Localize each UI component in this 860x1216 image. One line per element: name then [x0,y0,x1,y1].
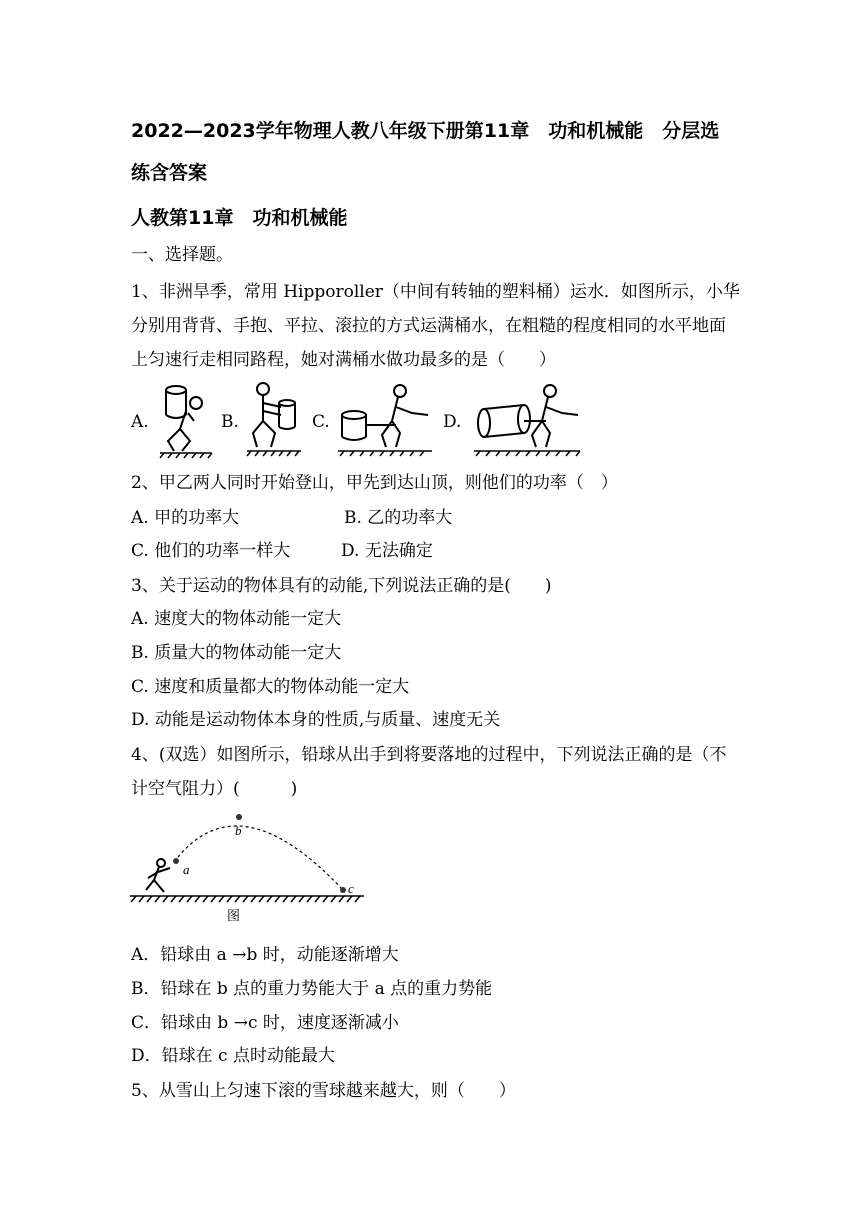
q1-stem-line2: 分别用背背、手抱、平拉、滚拉的方式运满桶水，在粗糙的程度相同的水平地面 [131,316,726,336]
q4-shot-put-trajectory-figure [128,808,368,926]
q4-option-d: D．铅球在 c 点时动能最大 [131,1046,335,1066]
q2-option-b: B. 乙的功率大 [344,508,453,528]
section-heading: 一、选择题。 [131,245,233,265]
q1-option-b-label: B. [221,412,239,432]
q1-figure-a-back-carry [150,381,216,459]
q4-point-c-label: c [348,881,354,896]
document-title-line1: 2022—2023学年物理人教八年级下册第11章 功和机械能 分层选 [131,120,720,142]
q3-option-a: A. 速度大的物体动能一定大 [131,609,342,629]
q4-option-b: B．铅球在 b 点的重力势能大于 a 点的重力势能 [131,979,493,999]
q4-point-b-label: b [235,823,242,838]
q4-stem-line2: 计空气阻力）( ) [131,779,298,799]
q5-stem: 5、从雪山上匀速下滚的雪球越来越大，则（ ） [131,1081,516,1101]
q1-stem-line3: 上匀速行走相同路程，她对满桶水做功最多的是（ ） [131,350,556,370]
q1-figure-d-roll-pull [470,381,582,459]
q4-option-c: C．铅球由 b →c 时，速度逐渐减小 [131,1013,399,1033]
q1-option-c-label: C. [312,412,330,432]
q4-stem-line1: 4、(双选）如图所示，铅球从出手到将要落地的过程中，下列说法正确的是（不 [131,745,727,765]
q2-option-c: C. 他们的功率一样大 [131,541,291,561]
q3-option-b: B. 质量大的物体动能一定大 [131,643,342,663]
q3-stem: 3、关于运动的物体具有的动能,下列说法正确的是( ) [131,576,552,596]
q4-option-a: A．铅球由 a →b 时，动能逐渐增大 [131,945,399,965]
q4-point-a-label: a [183,862,190,877]
chapter-subtitle: 人教第11章 功和机械能 [131,207,348,229]
q1-option-d-label: D. [443,412,462,432]
document-title-line2: 练含答案 [131,162,208,184]
q1-option-a-label: A. [131,412,149,432]
q4-figure-caption: 图 [227,909,241,924]
q1-figure-b-arm-carry [243,381,303,459]
q1-figure-c-flat-pull [334,381,434,459]
q2-stem: 2、甲乙两人同时开始登山，甲先到达山顶，则他们的功率（ ） [131,473,618,493]
q2-option-a: A. 甲的功率大 [131,508,240,528]
q3-option-d: D. 动能是运动物体本身的性质,与质量、速度无关 [131,710,501,730]
q1-stem-line1: 1、非洲旱季，常用 Hipporoller（中间有转轴的塑料桶）运水．如图所示，小华 [131,282,740,302]
q2-option-d: D. 无法确定 [341,541,433,561]
q3-option-c: C. 速度和质量都大的物体动能一定大 [131,677,410,697]
